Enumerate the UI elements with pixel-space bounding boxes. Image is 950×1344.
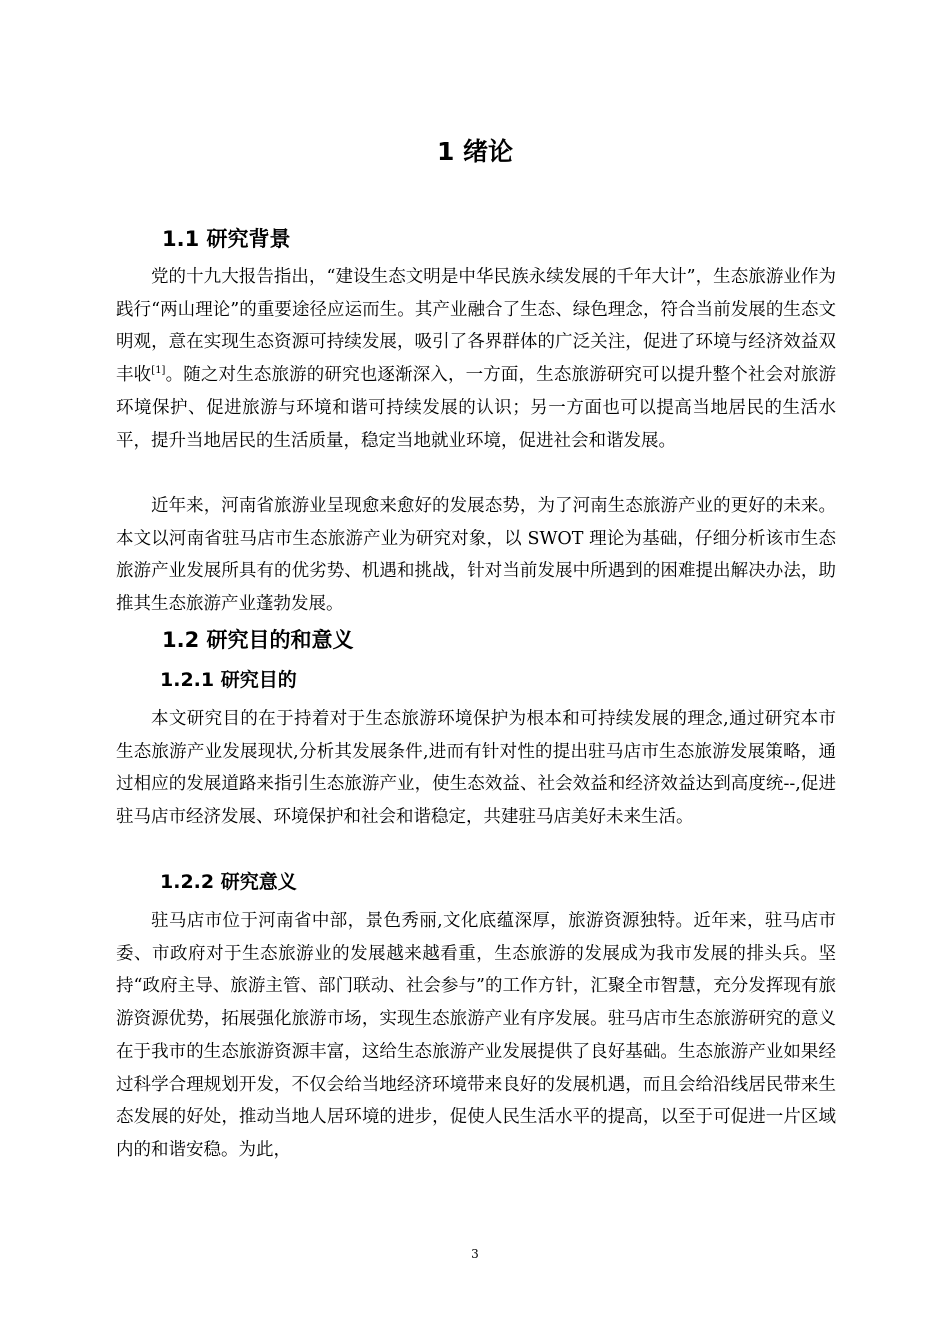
paragraph-background-1-text-a: 党的十九大报告指出，“建设生态文明是中华民族永续发展的千年大计”，生态旅游业作为践行“两山理论”的重要途径应运而生。其产业融合了生态、绿色理念，符合当前发展的生态文明观，意在实现生态资源可持续发展，吸引了各界群体的广泛关注，促进了环境与经济效益双丰收 [116, 267, 836, 386]
paragraph-significance: 驻马店市位于河南省中部，景色秀丽,文化底蕴深厚，旅游资源独特。近年来，驻马店市委、市政府对于生态旅游业的发展越来越看重，生态旅游的发展成为我市发展的排头兵。坚持“政府主导、旅游主管、部门联动、社会参与”的工作方针，汇聚全市智慧，充分发挥现有旅游资源优势，拓展强化旅游市场，实现生态旅游产业有序发展。驻马店市生态旅游研究的意义在于我市的生态旅游资源丰富，这给生态旅游产业发展提供了良好基础。生态旅游产业如果经过科学合理规划开发，不仅会给当地经济环境带来良好的发展机遇，而且会给沿线居民带来生态发展的好处，推动当地人居环境的进步，促使人民生活水平的提高，以至于可促进一片区域内的和谐安稳。为此， [116, 911, 836, 1160]
section-heading-1-2: 1.2 研究目的和意义 [162, 628, 354, 652]
page-number: 3 [471, 1247, 479, 1261]
paragraph-background-2: 近年来，河南省旅游业呈现愈来愈好的发展态势，为了河南生态旅游产业的更好的未来。本文以河南省驻马店市生态旅游产业为研究对象，以 SWOT 理论为基础，仔细分析该市生态旅游产业发展所具有的优劣势、机遇和挑战，针对当前发展中所遇到的困难提出解决办法，助推其生态旅游产业蓬勃发展。 [116, 496, 836, 615]
subsection-heading-1-2-1: 1.2.1 研究目的 [160, 669, 297, 691]
paragraph-background-1 [116, 261, 836, 457]
chapter-title: 1 绪论 [436, 137, 514, 166]
paragraph-background-1-text-b: 。随之对生态旅游的研究也逐渐深入，一方面，生态旅游研究可以提升整个社会对旅游环境保护、促进旅游与环境和谐可持续发展的认识；另一方面也可以提高当地居民的生活水平，提升当地居民的生活质量，稳定当地就业环境，促进社会和谐发展。 [116, 365, 837, 451]
section-heading-1-1: 1.1 研究背景 [162, 227, 291, 251]
subsection-heading-1-2-2: 1.2.2 研究意义 [160, 871, 297, 893]
paragraph-purpose: 本文研究目的在于持着对于生态旅游环境保护为根本和可持续发展的理念,通过研究本市生态旅游产业发展现状,分析其发展条件,进而有针对性的提出驻马店市生态旅游发展策略，通过相应的发展道路来指引生态旅游产业，使生态效益、社会效益和经济效益达到高度统--,促进驻马店市经济发展、环境保护和社会和谐稳定，共建驻马店美好未来生活。 [116, 709, 836, 828]
citation-ref-1: [1] [151, 365, 166, 377]
